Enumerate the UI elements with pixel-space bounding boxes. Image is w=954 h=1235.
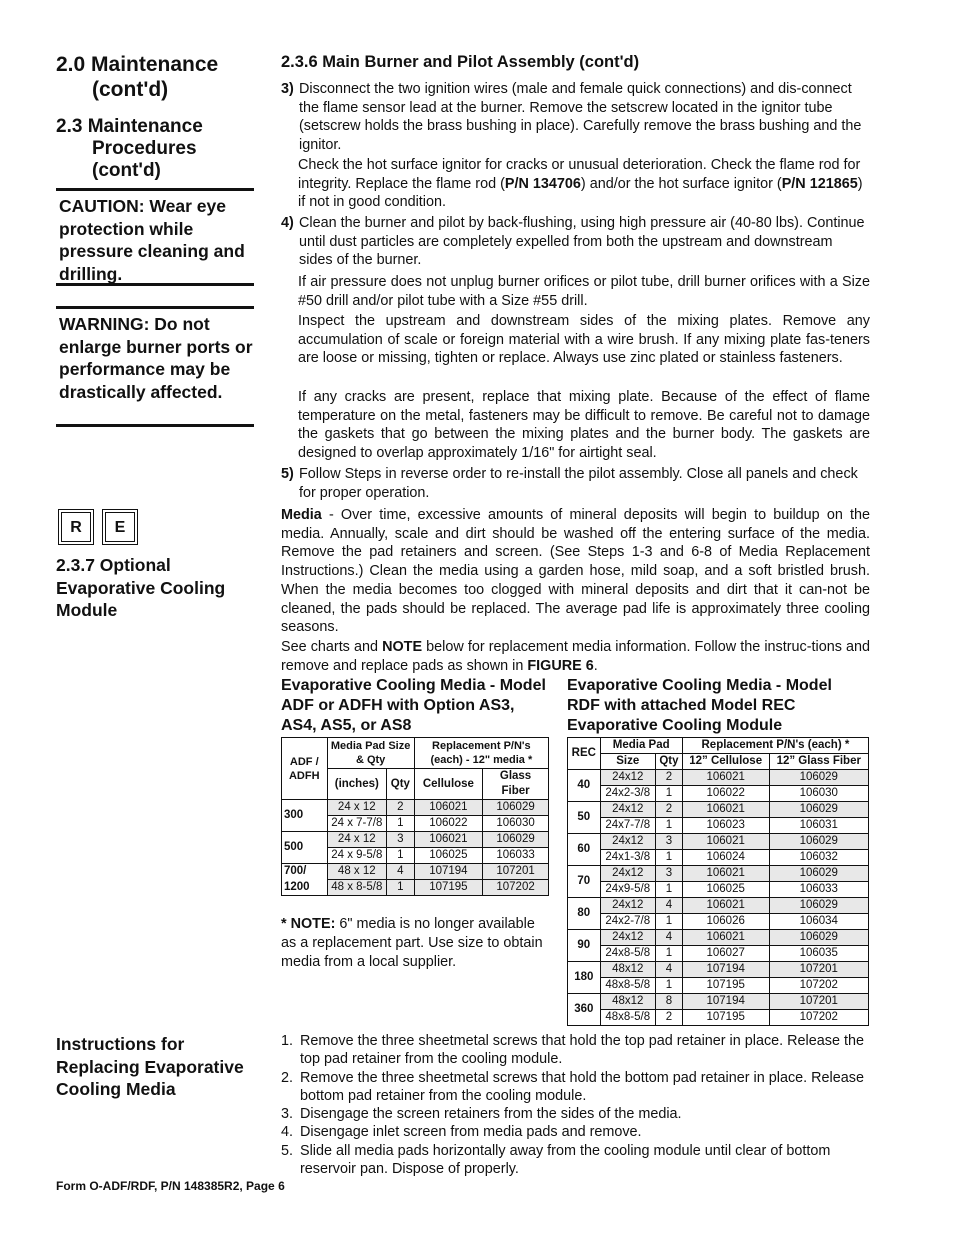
table-cell: 2 xyxy=(655,1010,682,1026)
t2-header-glass: 12” Glass Fiber xyxy=(769,754,869,770)
table-cell: 4 xyxy=(655,898,682,914)
table-cell: 106022 xyxy=(682,786,769,802)
table-cell: 2 xyxy=(655,770,682,786)
list-text: Remove the three sheetmetal screws that hold the bottom pad retainer in place. Release bottom pad retainer from the cooling module. xyxy=(300,1069,864,1104)
table-cell: 106021 xyxy=(682,802,769,818)
step-4-inspect-text: Inspect the upstream and downstream sides of the mixing plates. Remove any accumulation of scale or foreign material with a wire brush. If any mixing plate fas-teners are loose or missing, tighten or replace. Always use zinc plated or stainless fasteners. xyxy=(298,313,870,367)
table-cell: 1 xyxy=(655,818,682,834)
table-cell: 4 xyxy=(387,864,415,880)
e-symbol-label: E xyxy=(105,512,135,542)
see-note-label: NOTE xyxy=(382,639,423,655)
t2-model-80: 80 xyxy=(568,898,601,930)
t1-model-700: 700/ xyxy=(282,864,328,880)
table-cell: 1 xyxy=(655,786,682,802)
step-4-drill-text: If air pressure does not unplug burner orifices or pilot tube, drill burner orifices with a Size #50 drill and/or pilot tube with a Size #55 drill. xyxy=(298,274,870,309)
table-cell: 24 x 7-7/8 xyxy=(327,816,386,832)
table-cell: 106029 xyxy=(769,770,869,786)
t1-model-1200: 1200 xyxy=(282,880,328,896)
list-number: 4. xyxy=(281,1124,294,1141)
table-cell: 106033 xyxy=(483,848,549,864)
table-cell: 106029 xyxy=(769,866,869,882)
step-4-drill xyxy=(281,273,870,310)
step-3-check-text-b: ) and/or the hot surface ignitor ( xyxy=(580,175,782,192)
table-cell: 48x8-5/8 xyxy=(600,1010,655,1026)
table-cell: 4 xyxy=(655,962,682,978)
table-cell: 48x12 xyxy=(600,994,655,1010)
table-cell: 106029 xyxy=(769,898,869,914)
table-cell: 106034 xyxy=(769,914,869,930)
step-3 xyxy=(281,80,870,155)
table-cell: 24x12 xyxy=(600,866,655,882)
table-cell: 2 xyxy=(655,802,682,818)
subsection-title-line-3: (cont'd) xyxy=(92,160,161,181)
step-4-number: 4) xyxy=(281,215,294,231)
t2-model-360: 360 xyxy=(568,994,601,1026)
step-4-cracks-text: If any cracks are present, replace that mixing plate. Because of the effect of flame temperature on the metal, fasteners may be difficult to remove. Be careful not to damage the gaskets that go between the mixing plates and the burner body. The gaskets are designed to overlap approximately 1/16" for airtight seal. xyxy=(298,389,870,462)
list-item xyxy=(281,1123,881,1141)
step-4 xyxy=(281,214,870,270)
table-cell: 106027 xyxy=(682,946,769,962)
table-cell: 106031 xyxy=(769,818,869,834)
ignitor-part-number: P/N 121865 xyxy=(781,175,858,192)
table-cell: 107194 xyxy=(414,864,482,880)
optional-module-title: 2.3.7 Optional Evaporative Cooling Module xyxy=(56,555,226,620)
table-cell: 1 xyxy=(655,946,682,962)
table-cell: 107195 xyxy=(682,978,769,994)
table-cell: 106021 xyxy=(414,832,482,848)
r-symbol-label: R xyxy=(61,512,91,542)
table-cell: 3 xyxy=(387,832,415,848)
table-row xyxy=(568,946,869,962)
table-cell: 106021 xyxy=(414,800,482,816)
t1-header-pad: Media Pad Size & Qty xyxy=(327,738,414,769)
table-row xyxy=(568,962,869,978)
table-row xyxy=(568,834,869,850)
table-cell: 107201 xyxy=(769,962,869,978)
t2-header-model: REC xyxy=(568,738,601,770)
note-label: * NOTE: xyxy=(281,916,336,932)
flame-rod-part-number: P/N 134706 xyxy=(504,175,581,192)
t1-model-500: 500 xyxy=(282,832,328,864)
step-3-number: 3) xyxy=(281,81,294,97)
table-cell: 1 xyxy=(387,848,415,864)
main-heading: 2.3.6 Main Burner and Pilot Assembly (cont'd) xyxy=(281,53,640,71)
table-cell: 107201 xyxy=(769,994,869,1010)
t2-header-size: Size xyxy=(600,754,655,770)
table-cell: 1 xyxy=(387,816,415,832)
table-cell: 106030 xyxy=(769,786,869,802)
t2-header-replacement: Replacement P/N's (each) * xyxy=(682,738,868,754)
table-row xyxy=(568,882,869,898)
table-row xyxy=(282,880,549,896)
table-cell: 107202 xyxy=(483,880,549,896)
table-cell: 106021 xyxy=(682,834,769,850)
table-cell: 24 x 12 xyxy=(327,832,386,848)
table-row xyxy=(568,866,869,882)
table-cell: 106025 xyxy=(682,882,769,898)
step-4-cracks xyxy=(281,388,870,463)
media-text: - Over time, excessive amounts of mineral deposits will begin to buildup on the media. Annually, scale and dirt should be washed off the entering surface of the media. Remove the pad retainers and screen. (See Steps 1-3 and 6-8 of Media Replacement Instructions.) Clean the media using a garden hose, mild soap, and a soft bristled brush. When the media becomes too clogged with mineral deposits and dirt that it can-not be cleaned, the pads should be replaced. The average pad life is approximately three cooling seasons. xyxy=(281,507,870,636)
list-text: Disengage inlet screen from media pads and remove. xyxy=(300,1124,642,1141)
see-figure-ref: FIGURE 6 xyxy=(527,657,594,674)
t2-model-70: 70 xyxy=(568,866,601,898)
subsection-title-line-2: Procedures xyxy=(92,138,197,159)
table-cell: 107202 xyxy=(769,978,869,994)
e-symbol-box xyxy=(102,509,138,545)
table-row xyxy=(282,800,549,816)
table-cell: 106029 xyxy=(769,834,869,850)
table-cell: 106021 xyxy=(682,898,769,914)
table-cell: 106024 xyxy=(682,850,769,866)
table-cell: 106021 xyxy=(682,770,769,786)
subsection-title xyxy=(56,116,252,182)
table-cell: 1 xyxy=(655,978,682,994)
table-cell: 106026 xyxy=(682,914,769,930)
table-cell: 1 xyxy=(655,850,682,866)
table-cell: 3 xyxy=(655,866,682,882)
caution-box: CAUTION: Wear eye protection while pressure cleaning and drilling. xyxy=(56,188,254,286)
table-cell: 2 xyxy=(387,800,415,816)
section-title-line-1: 2.0 Maintenance xyxy=(56,53,219,76)
table-cell: 106022 xyxy=(414,816,482,832)
table-cell: 1 xyxy=(655,914,682,930)
instructions-title: Instructions for Replacing Evaporative Cooling Media xyxy=(56,1034,244,1099)
t1-header-cellulose: Cellulose xyxy=(414,769,482,800)
table-cell: 4 xyxy=(655,930,682,946)
t2-header-qty: Qty xyxy=(655,754,682,770)
t2-model-40: 40 xyxy=(568,770,601,802)
table-cell: 48x12 xyxy=(600,962,655,978)
table-cell: 106029 xyxy=(483,800,549,816)
table-cell: 107195 xyxy=(414,880,482,896)
table-cell: 24 x 12 xyxy=(327,800,386,816)
table-1-title: Evaporative Cooling Media - Model ADF or ADFH with Option AS3, AS4, AS5, or AS8 xyxy=(281,677,546,734)
table-cell: 106030 xyxy=(483,816,549,832)
table-row xyxy=(568,914,869,930)
t1-model-300: 300 xyxy=(282,800,328,832)
media-paragraph xyxy=(281,506,870,637)
table-row xyxy=(282,864,549,880)
list-text: Disengage the screen retainers from the sides of the media. xyxy=(300,1106,682,1123)
table-row xyxy=(568,786,869,802)
table-cell: 107194 xyxy=(682,962,769,978)
table-cell: 24 x 9-5/8 xyxy=(327,848,386,864)
table-cell: 8 xyxy=(655,994,682,1010)
t1-header-model: ADF / ADFH xyxy=(282,738,328,800)
list-item xyxy=(281,1032,881,1069)
table-cell: 48 x 12 xyxy=(327,864,386,880)
step-3-check xyxy=(281,156,870,212)
t1-header-glass: Glass Fiber xyxy=(483,769,549,800)
see-text-b: below for replacement media information. Follow the instruc-tions and remove and replace pads as shown in xyxy=(281,639,870,674)
list-item xyxy=(281,1069,881,1106)
table-row xyxy=(568,994,869,1010)
table-row xyxy=(282,832,549,848)
step-4-inspect xyxy=(281,312,870,368)
list-text: Slide all media pads horizontally away from the cooling module until clear of bottom reservoir pan. Dispose of properly. xyxy=(300,1142,831,1178)
t2-model-180: 180 xyxy=(568,962,601,994)
step-5-number: 5) xyxy=(281,466,294,482)
table-cell: 106021 xyxy=(682,866,769,882)
t1-header-replacement: Replacement P/N's (each) - 12" media * xyxy=(414,738,548,769)
table-cell: 24x12 xyxy=(600,834,655,850)
media-label: Media xyxy=(281,507,322,523)
page-footer: Form O-ADF/RDF, P/N 148385R2, Page 6 xyxy=(56,1179,285,1193)
table-cell: 107194 xyxy=(682,994,769,1010)
warning-box: WARNING: Do not enlarge burner ports or performance may be drastically affected. xyxy=(56,306,254,427)
t2-header-cellulose: 12” Cellulose xyxy=(682,754,769,770)
table-row xyxy=(568,818,869,834)
list-text: Remove the three sheetmetal screws that hold the top pad retainer in place. Release the top pad retainer from the cooling module. xyxy=(300,1033,864,1068)
step-4-text: Clean the burner and pilot by back-flushing, using high pressure air (40-80 lbs). Continue until dust particles are completely expelled from both the upstream and downstream sides of the burner. xyxy=(299,215,865,269)
note-text: 6" media is no longer available as a replacement part. Use size to obtain media from a local supplier. xyxy=(281,916,543,970)
step-3-check-text-a: Check the hot surface ignitor for cracks or unusual deterioration. Check the flame rod for integrity. Replace the flame rod ( xyxy=(298,157,861,192)
step-3-check-text-c: ) if not in good condition. xyxy=(298,175,863,211)
section-title-line-2: (cont'd) xyxy=(92,78,169,101)
table-row xyxy=(568,930,869,946)
list-number: 1. xyxy=(281,1033,294,1049)
table-row xyxy=(568,802,869,818)
t1-header-qty: Qty xyxy=(387,769,415,800)
table-2-title: Evaporative Cooling Media - Model RDF with attached Model REC Evaporative Cooling Module xyxy=(567,677,832,734)
see-charts-paragraph xyxy=(281,638,870,675)
list-item xyxy=(281,1105,881,1123)
table-cell: 106035 xyxy=(769,946,869,962)
step-5 xyxy=(281,465,870,502)
table-cell: 106032 xyxy=(769,850,869,866)
table-cell: 24x12 xyxy=(600,930,655,946)
table-cell: 24x7-7/8 xyxy=(600,818,655,834)
table-cell: 106021 xyxy=(682,930,769,946)
table-row xyxy=(568,770,869,786)
media-note xyxy=(281,915,543,972)
table-cell: 24x2-7/8 xyxy=(600,914,655,930)
see-text-a: See charts and xyxy=(281,639,383,655)
table-cell: 24x1-3/8 xyxy=(600,850,655,866)
table-cell: 1 xyxy=(655,882,682,898)
t2-model-90: 90 xyxy=(568,930,601,962)
t2-model-50: 50 xyxy=(568,802,601,834)
table-cell: 106029 xyxy=(769,930,869,946)
table-cell: 106029 xyxy=(769,802,869,818)
table-cell: 24x9-5/8 xyxy=(600,882,655,898)
r-symbol-box xyxy=(58,509,94,545)
table-row xyxy=(568,898,869,914)
t1-header-inches: (inches) xyxy=(327,769,386,800)
list-number: 2. xyxy=(281,1069,294,1086)
table-row xyxy=(568,1010,869,1026)
t2-model-60: 60 xyxy=(568,834,601,866)
table-cell: 24x12 xyxy=(600,770,655,786)
list-item xyxy=(281,1142,881,1179)
table-cell: 107195 xyxy=(682,1010,769,1026)
table-row xyxy=(568,850,869,866)
table-cell: 3 xyxy=(655,834,682,850)
table-cell: 107201 xyxy=(483,864,549,880)
section-title xyxy=(56,52,246,102)
t2-header-pad: Media Pad xyxy=(600,738,682,754)
table-cell: 1 xyxy=(387,880,415,896)
instructions-list xyxy=(281,1032,881,1178)
table-cell: 106025 xyxy=(414,848,482,864)
subsection-title-line-1: 2.3 Maintenance xyxy=(56,116,203,137)
list-number: 5. xyxy=(281,1142,294,1159)
table-cell: 106033 xyxy=(769,882,869,898)
step-3-text: Disconnect the two ignition wires (male and female quick connections) and dis-connect the flame sensor lead at the burner. Remove the setscrew located in the ignitor tube (setscrew holds the brass bushing in place). Carefully remove the brass bushing and the ignitor. xyxy=(299,81,862,154)
table-cell: 106023 xyxy=(682,818,769,834)
table-cell: 24x8-5/8 xyxy=(600,946,655,962)
table-cell: 24x12 xyxy=(600,802,655,818)
table-2 xyxy=(567,737,869,1026)
table-1 xyxy=(281,737,549,896)
table-cell: 107202 xyxy=(769,1010,869,1026)
see-text-c: . xyxy=(593,657,598,674)
table-row xyxy=(568,978,869,994)
step-5-text: Follow Steps in reverse order to re-install the pilot assembly. Close all panels and check for proper operation. xyxy=(299,466,858,501)
table-cell: 24x2-3/8 xyxy=(600,786,655,802)
table-cell: 48 x 8-5/8 xyxy=(327,880,386,896)
table-cell: 24x12 xyxy=(600,898,655,914)
table-cell: 106029 xyxy=(483,832,549,848)
table-cell: 48x8-5/8 xyxy=(600,978,655,994)
list-number: 3. xyxy=(281,1106,294,1123)
